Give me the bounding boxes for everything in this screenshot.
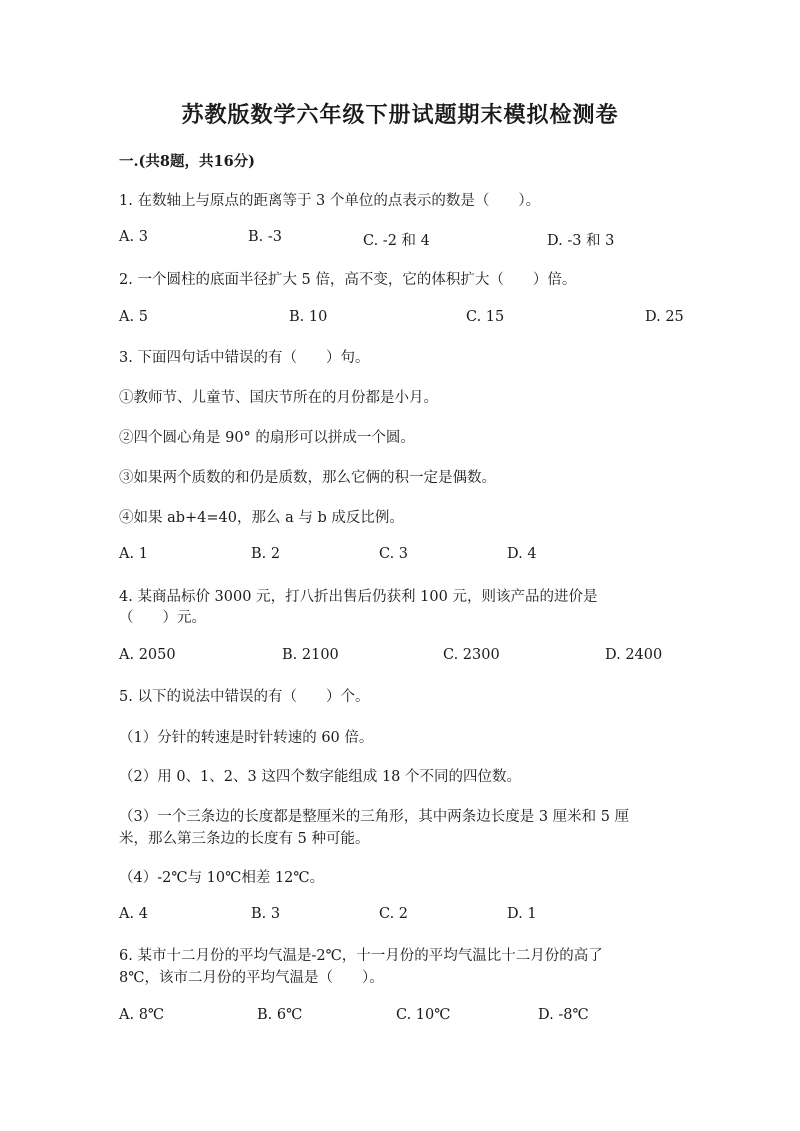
question-6-stem-cont: 8℃，该市二月份的平均气温是（ ）。 [119, 970, 384, 986]
q1-option-b: B. -3 [248, 229, 282, 245]
q5-option-d: D. 1 [507, 906, 537, 922]
q1-option-c: C. -2 和 4 [363, 233, 430, 249]
q6-option-a: A. 8℃ [119, 1007, 165, 1023]
question-4-stem-cont: （ ）元。 [119, 610, 206, 626]
question-4-stem: 4. 某商品标价 3000 元，打八折出售后仍获利 100 元，则该产品的进价是 [119, 589, 598, 605]
q3-option-c: C. 3 [379, 546, 409, 562]
q3-option-b: B. 2 [251, 546, 281, 562]
q3-statement-4: ④如果 ab+4=40，那么 a 与 b 成反比例。 [119, 510, 404, 526]
page-title: 苏教版数学六年级下册试题期末模拟检测卷 [181, 102, 619, 128]
question-1-stem: 1. 在数轴上与原点的距离等于 3 个单位的点表示的数是（ ）。 [119, 193, 541, 209]
q5-statement-4: （4）-2℃与 10℃相差 12℃。 [119, 870, 325, 886]
question-6-stem: 6. 某市十二月份的平均气温是-2℃，十一月份的平均气温比十二月份的高了 [119, 948, 603, 964]
q5-statement-3-cont: 米，那么第三条边的长度有 5 种可能。 [119, 831, 370, 847]
q3-option-d: D. 4 [507, 546, 537, 562]
q4-option-b: B. 2100 [282, 647, 339, 663]
q5-option-b: B. 3 [251, 906, 281, 922]
q6-option-d: D. -8℃ [538, 1007, 589, 1023]
q3-option-a: A. 1 [119, 546, 148, 562]
q1-option-d: D. -3 和 3 [547, 233, 615, 249]
q6-option-c: C. 10℃ [396, 1007, 451, 1023]
q3-statement-2: ②四个圆心角是 90° 的扇形可以拼成一个圆。 [119, 430, 415, 446]
q4-option-a: A. 2050 [119, 647, 176, 663]
q2-option-b: B. 10 [289, 309, 328, 325]
q2-option-d: D. 25 [645, 309, 684, 325]
question-3-stem: 3. 下面四句话中错误的有（ ）句。 [119, 350, 370, 366]
q5-statement-3: （3）一个三条边的长度都是整厘米的三角形，其中两条边长度是 3 厘米和 5 厘 [119, 809, 630, 825]
question-2-stem: 2. 一个圆柱的底面半径扩大 5 倍，高不变，它的体积扩大（ ）倍。 [119, 272, 577, 288]
q3-statement-3: ③如果两个质数的和仍是质数，那么它俩的积一定是偶数。 [119, 470, 496, 486]
q5-statement-2: （2）用 0、1、2、3 这四个数字能组成 18 个不同的四位数。 [119, 769, 522, 785]
q2-option-a: A. 5 [119, 309, 148, 325]
q1-option-a: A. 3 [119, 229, 148, 245]
q5-option-c: C. 2 [379, 906, 409, 922]
q2-option-c: C. 15 [466, 309, 505, 325]
q4-option-c: C. 2300 [443, 647, 500, 663]
q5-statement-1: （1）分针的转速是时针转速的 60 倍。 [119, 730, 374, 746]
section-heading: 一.(共8题，共16分) [119, 153, 256, 170]
q4-option-d: D. 2400 [605, 647, 663, 663]
q6-option-b: B. 6℃ [257, 1007, 303, 1023]
q5-option-a: A. 4 [119, 906, 148, 922]
question-5-stem: 5. 以下的说法中错误的有（ ）个。 [119, 689, 370, 705]
q3-statement-1: ①教师节、儿童节、国庆节所在的月份都是小月。 [119, 390, 438, 406]
